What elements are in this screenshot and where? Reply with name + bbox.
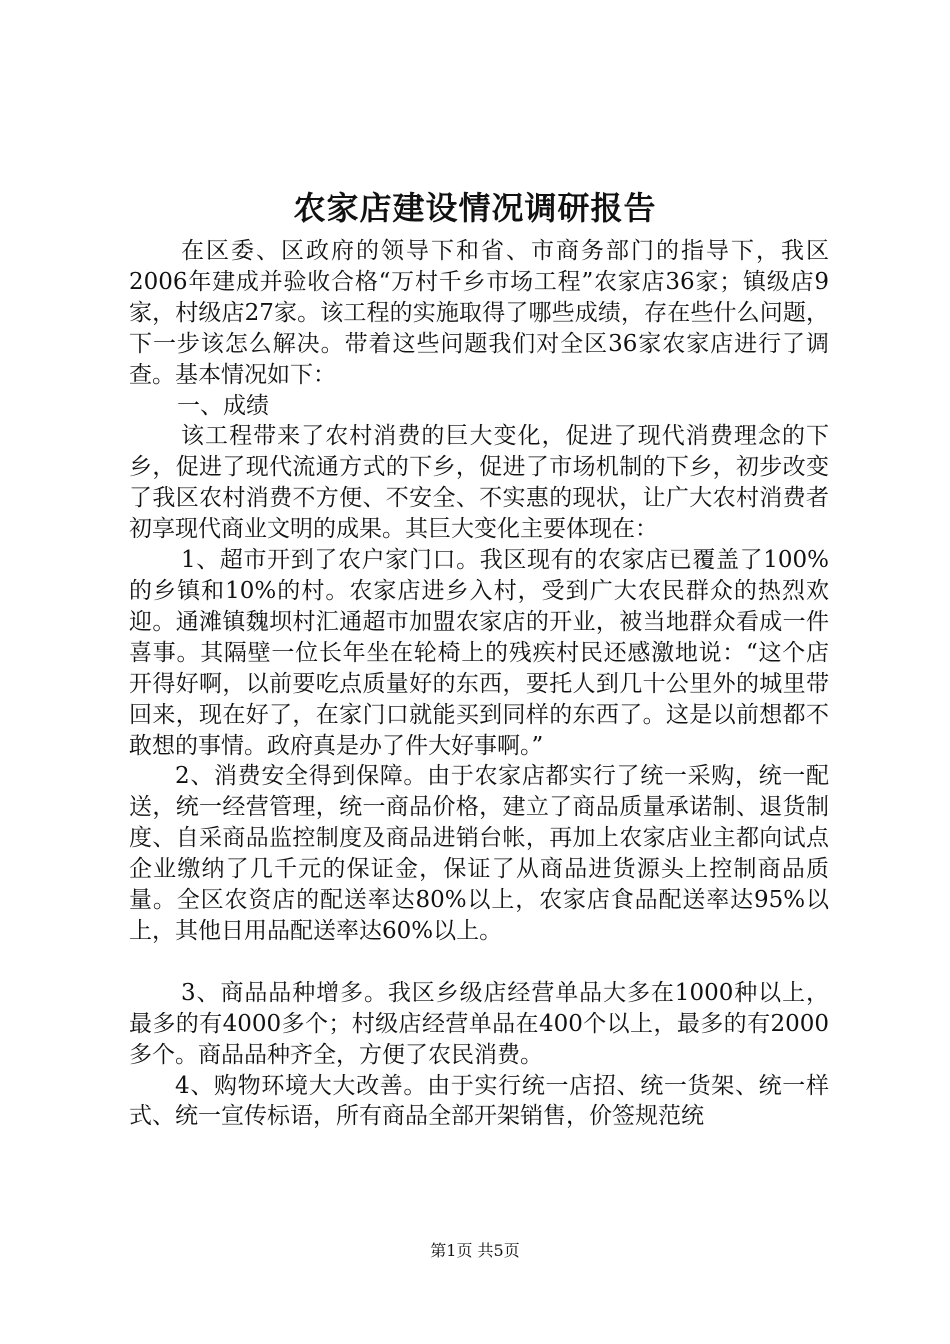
paragraph-point-1: 1、超市开到了农户家门口。我区现有的农家店已覆盖了100%的乡镇和10%的村。农家店进乡入村，受到广大农民群众的热烈欢迎。通滩镇魏坝村汇通超市加盟农家店的开业，被当地群众看成一件喜事。其隔壁一位长年坐在轮椅上的残疾村民还感激地说：“这个店开得好啊，以前要吃点质量好的东西，要托人到几十公里外的城里带回来，现在好了，在家门口就能买到同样的东西了。这是以前想都不敢想的事情。政府真是办了件大好事啊。” <box>129 547 829 759</box>
paragraph-overview: 该工程带来了农村消费的巨大变化，促进了现代消费理念的下乡，促进了现代流通方式的下乡，促进了市场机制的下乡，初步改变了我区农村消费不方便、不安全、不实惠的现状，让广大农村消费者初享现代商业文明的成果。其巨大变化主要体现在： <box>129 423 829 543</box>
paragraph-point-3: 3、商品品种增多。我区乡级店经营单品大多在1000种以上，最多的有4000多个；村级店经营单品在400个以上，最多的有2000多个。商品品种齐全，方便了农民消费。 <box>129 979 829 1068</box>
paragraph-point-4: 4、购物环境大大改善。由于实行统一店招、统一货架、统一样式、统一宣传标语，所有商品全部开架销售，价签规范统 <box>129 1072 829 1130</box>
document-title: 农家店建设情况调研报告 <box>293 189 657 227</box>
page-footer: 第1页 共5页 <box>430 1241 520 1260</box>
section-heading-achievements: 一、成绩 <box>177 392 269 419</box>
blank-line <box>129 947 829 978</box>
document-body <box>129 236 829 1132</box>
paragraph-point-2: 2、消费安全得到保障。由于农家店都实行了统一采购，统一配送，统一经营管理，统一商品价格，建立了商品质量承诺制、退货制度、自采商品监控制度及商品进销台帐，再加上农家店业主都向试点企业缴纳了几千元的保证金，保证了从商品进货源头上控制商品质量。全区农资店的配送率达80%以上，农家店食品配送率达95%以上，其他日用品配送率达60%以上。 <box>129 763 829 944</box>
paragraph-intro: 在区委、区政府的领导下和省、市商务部门的指导下，我区2006年建成并验收合格“万村千乡市场工程”农家店36家；镇级店9家，村级店27家。该工程的实施取得了哪些成绩，存在些什么问题，下一步该怎么解决。带着这些问题我们对全区36家农家店进行了调查。基本情况如下： <box>129 238 829 388</box>
